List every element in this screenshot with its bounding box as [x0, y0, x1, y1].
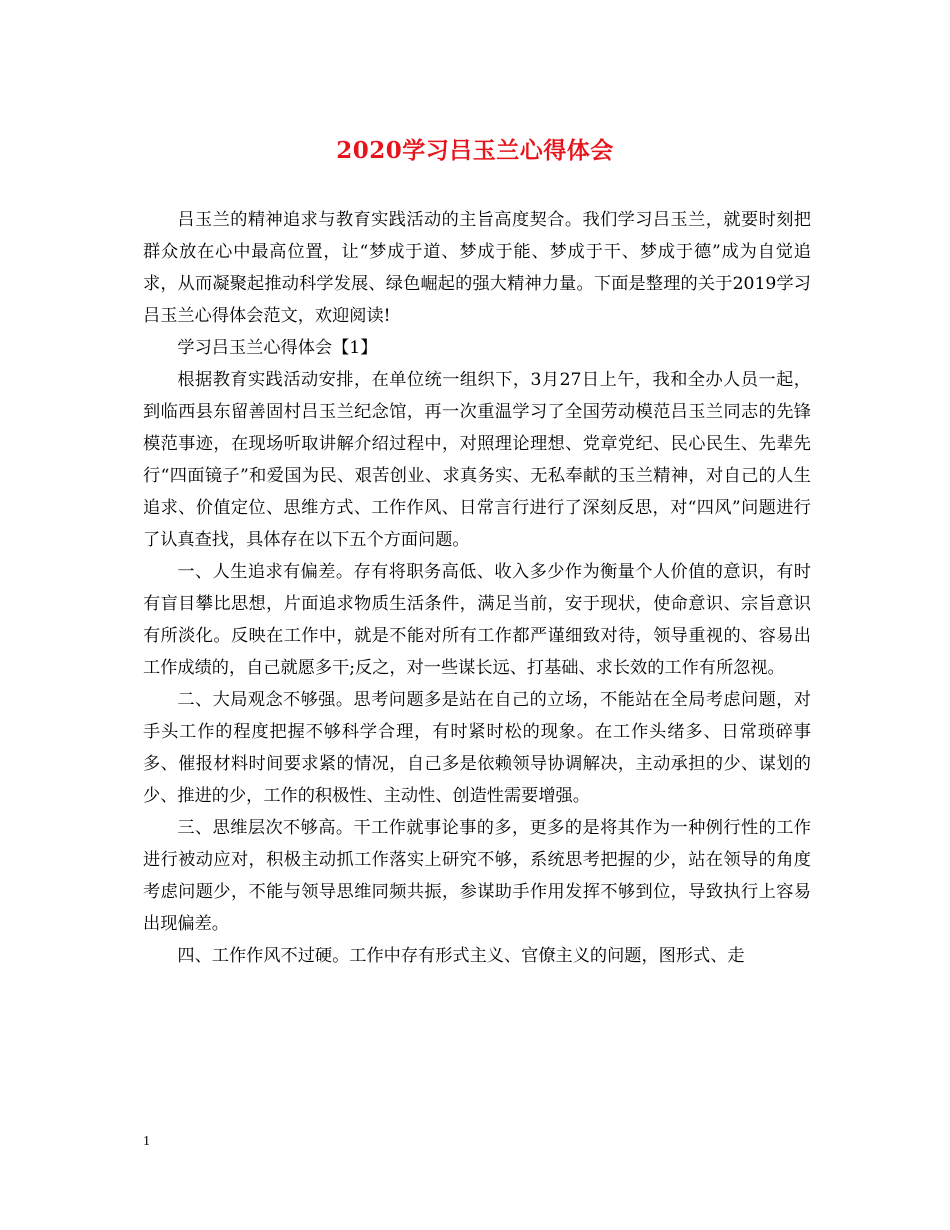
- document-body: [143, 204, 811, 972]
- paragraph-point-two: 二、大局观念不够强。思考问题多是站在自己的立场，不能站在全局考虑问题，对手头工作的程度把握不够科学合理，有时紧时松的现象。在工作头绪多、日常琐碎事多、催报材料时间要求紧的情况，自己多是依赖领导协调解决，主动承担的少、谋划的少、推进的少，工作的积极性、主动性、创造性需要增强。: [143, 690, 811, 806]
- section-heading: 学习吕玉兰心得体会【1】: [177, 338, 378, 358]
- document-title: 2020学习吕玉兰心得体会: [336, 137, 614, 164]
- paragraph-point-one: 一、人生追求有偏差。存有将职务高低、收入多少作为衡量个人价值的意识，有时有盲目攀比思想，片面追求物质生活条件，满足当前，安于现状，使命意识、宗旨意识有所淡化。反映在工作中，就是不能对所有工作都严谨细致对待，领导重视的、容易出工作成绩的，自己就愿多干;反之，对一些谋长远、打基础、求长效的工作有所忽视。: [143, 562, 811, 678]
- page-number: 1: [143, 1134, 150, 1149]
- paragraph-intro: 吕玉兰的精神追求与教育实践活动的主旨高度契合。我们学习吕玉兰，就要时刻把群众放在心中最高位置，让“梦成于道、梦成于能、梦成于干、梦成于德”成为自觉追求，从而凝聚起推动科学发展、绿色崛起的强大精神力量。下面是整理的关于2019学习吕玉兰心得体会范文，欢迎阅读!: [143, 210, 811, 326]
- paragraph-point-four: 四、工作作风不过硬。工作中存有形式主义、官僚主义的问题，图形式、走: [177, 946, 745, 966]
- paragraph-activity: 根据教育实践活动安排，在单位统一组织下，3月27日上午，我和全办人员一起，到临西县东留善固村吕玉兰纪念馆，再一次重温学习了全国劳动模范吕玉兰同志的先锋模范事迹，在现场听取讲解介绍过程中，对照理论理想、党章党纪、民心民生、先辈先行“四面镜子”和爱国为民、艰苦创业、求真务实、无私奉献的玉兰精神，对自己的人生追求、价值定位、思维方式、工作作风、日常言行进行了深刻反思，对“四风”问题进行了认真查找，具体存在以下五个方面问题。: [143, 370, 811, 550]
- paragraph-point-three: 三、思维层次不够高。干工作就事论事的多，更多的是将其作为一种例行性的工作进行被动应对，积极主动抓工作落实上研究不够，系统思考把握的少，站在领导的角度考虑问题少，不能与领导思维同频共振，参谋助手作用发挥不够到位，导致执行上容易出现偏差。: [143, 818, 811, 934]
